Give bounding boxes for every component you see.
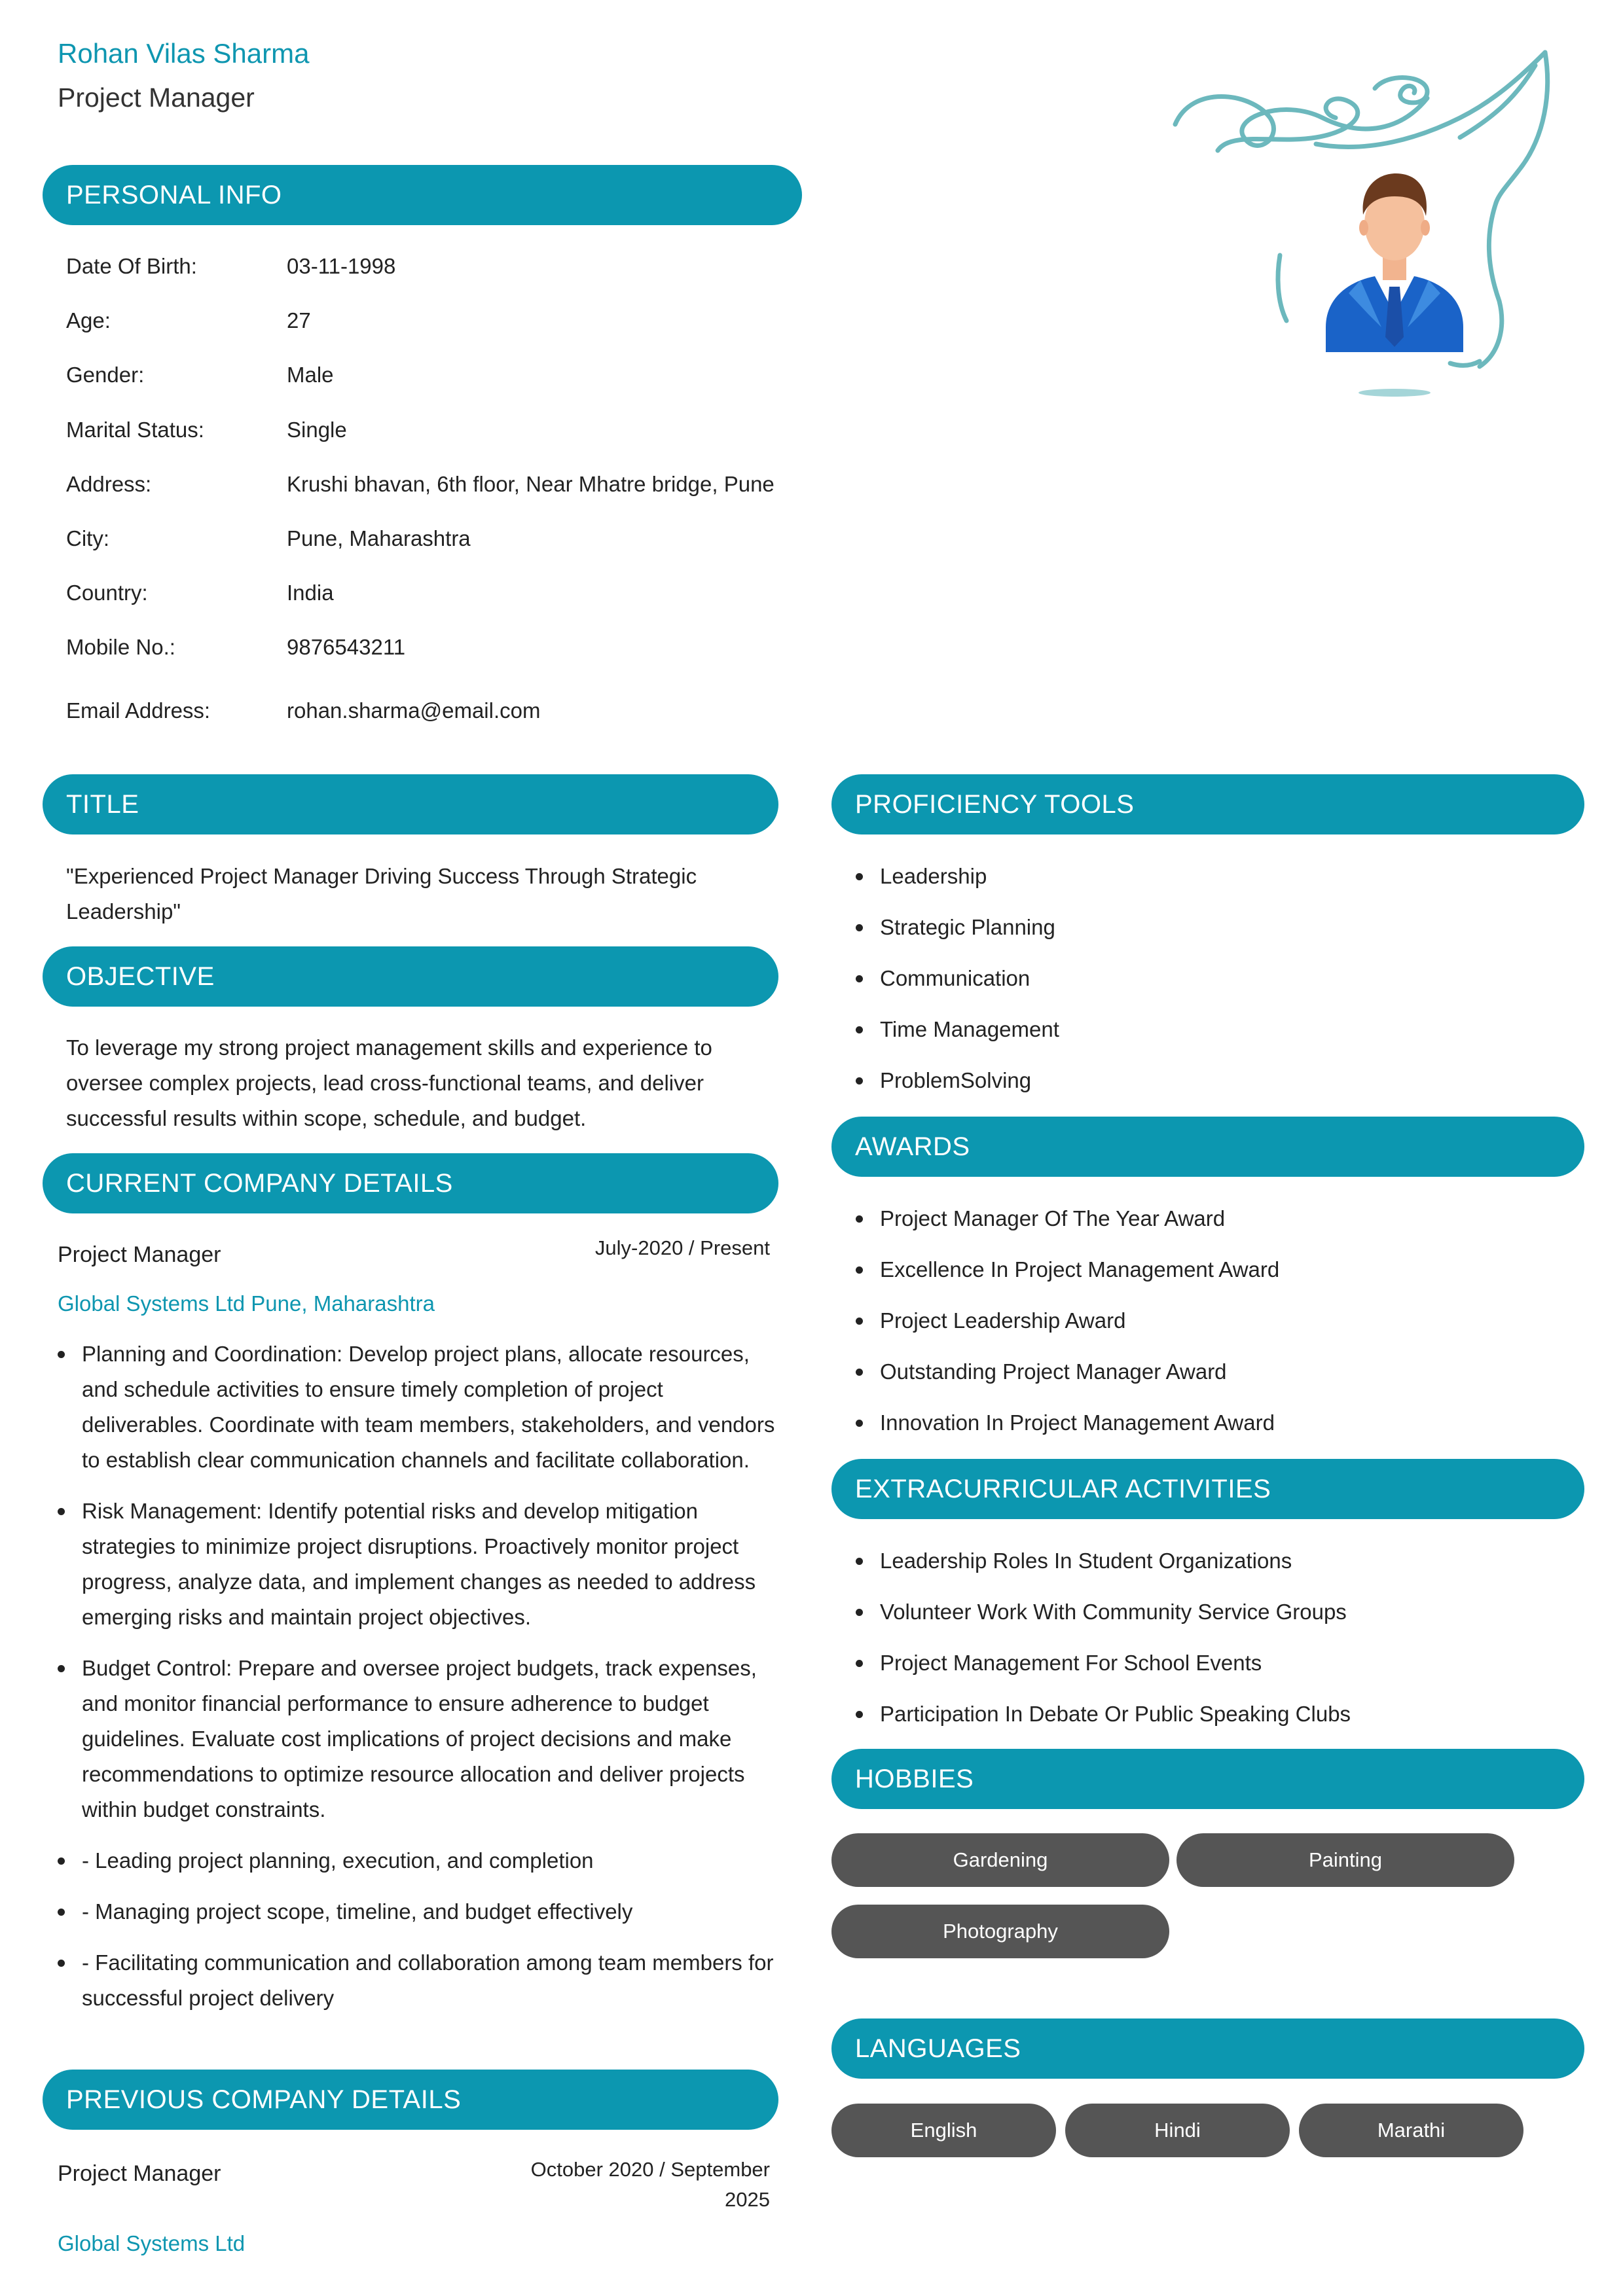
previous-job-dates: October 2020 / September 2025 — [530, 2158, 770, 2211]
list-item: Communication — [856, 961, 1576, 996]
list-item: ProblemSolving — [856, 1063, 1576, 1098]
awards-list — [856, 1201, 1576, 1456]
candidate-name: Rohan Vilas Sharma — [58, 38, 310, 69]
current-job-dates: July-2020 / Present — [594, 1236, 770, 1259]
list-item: Participation In Debate Or Public Speaking Clubs — [856, 1696, 1576, 1732]
info-label: Marital Status: — [66, 418, 204, 442]
list-item: Volunteer Work With Community Service Groups — [856, 1594, 1576, 1630]
profile-photo — [1152, 39, 1571, 406]
info-value: 9876543211 — [287, 635, 406, 659]
info-label: Date Of Birth: — [66, 254, 197, 278]
extracurricular-heading: EXTRACURRICULAR ACTIVITIES — [831, 1459, 1584, 1519]
language-pill: Marathi — [1299, 2104, 1523, 2157]
list-item: Project Management For School Events — [856, 1645, 1576, 1681]
info-label: Age: — [66, 308, 111, 332]
list-item: - Leading project planning, execution, and completion — [58, 1843, 784, 1878]
candidate-role: Project Manager — [58, 82, 255, 113]
personal-info-heading: PERSONAL INFO — [43, 165, 802, 225]
list-item: Budget Control: Prepare and oversee project budgets, track expenses, and monitor financial performance to ensure adherence to budget guidelines. Evaluate cost implications of project decisions and make recommendations to optimize resource allocation and deliver projects within budget constraints. — [58, 1651, 784, 1827]
info-value: 03-11-1998 — [287, 254, 396, 278]
list-item: Project Leadership Award — [856, 1303, 1576, 1338]
language-pill: Hindi — [1065, 2104, 1290, 2157]
list-item: - Managing project scope, timeline, and budget effectively — [58, 1894, 784, 1929]
list-item: Planning and Coordination: Develop project plans, allocate resources, and schedule activities to ensure timely completion of project deliverables. Coordinate with team members, stakeholders, and vendors to establish clear communication channels and facilitate collaboration. — [58, 1336, 784, 1478]
hobby-pill: Painting — [1176, 1833, 1514, 1887]
list-item: Risk Management: Identify potential risks and develop mitigation strategies to minimize project disruptions. Proactively monitor project progress, analyze data, and implement changes as needed to address emerging risks and maintain project objectives. — [58, 1494, 784, 1635]
proficiency-list — [856, 859, 1576, 1114]
list-item: Leadership Roles In Student Organizations — [856, 1543, 1576, 1579]
hobby-pill: Photography — [831, 1905, 1169, 1958]
info-value: Single — [287, 418, 347, 442]
hobby-pill: Gardening — [831, 1833, 1169, 1887]
previous-job-title: Project Manager — [58, 2161, 221, 2186]
awards-heading: AWARDS — [831, 1117, 1584, 1177]
current-company-heading: CURRENT COMPANY DETAILS — [43, 1153, 778, 1213]
list-item: Innovation In Project Management Award — [856, 1405, 1576, 1441]
proficiency-heading: PROFICIENCY TOOLS — [831, 774, 1584, 834]
list-item: Strategic Planning — [856, 910, 1576, 945]
current-company-name: Global Systems Ltd Pune, Maharashtra — [58, 1291, 435, 1316]
list-item: Leadership — [856, 859, 1576, 894]
info-value: Krushi bhavan, 6th floor, Near Mhatre bridge, Pune — [287, 472, 775, 496]
current-duties-list — [58, 1336, 784, 2032]
info-label: Address: — [66, 472, 152, 496]
current-job-title: Project Manager — [58, 1242, 221, 1267]
languages-heading: LANGUAGES — [831, 2018, 1584, 2079]
previous-company-heading: PREVIOUS COMPANY DETAILS — [43, 2070, 778, 2130]
info-label: Gender: — [66, 363, 145, 387]
list-item: - Facilitating communication and collaboration among team members for successful project delivery — [58, 1945, 784, 2016]
title-heading: TITLE — [43, 774, 778, 834]
avatar — [1326, 173, 1463, 352]
info-label: Mobile No.: — [66, 635, 175, 659]
info-label: Country: — [66, 581, 148, 605]
hobbies-heading: HOBBIES — [831, 1749, 1584, 1809]
title-text: "Experienced Project Manager Driving Success Through Strategic Leadership" — [66, 864, 697, 924]
info-value: India — [287, 581, 334, 605]
list-item: Outstanding Project Manager Award — [856, 1354, 1576, 1390]
info-value: 27 — [287, 308, 311, 332]
list-item: Project Manager Of The Year Award — [856, 1201, 1576, 1236]
info-value: Male — [287, 363, 334, 387]
info-label: City: — [66, 526, 109, 550]
objective-heading: OBJECTIVE — [43, 946, 778, 1007]
info-label: Email Address: — [66, 698, 211, 723]
list-item: Excellence In Project Management Award — [856, 1252, 1576, 1287]
language-pill: English — [831, 2104, 1056, 2157]
extracurricular-list — [856, 1543, 1576, 1748]
list-item: Time Management — [856, 1012, 1576, 1047]
objective-text: To leverage my strong project management skills and experience to oversee complex projects, lead cross-functional teams, and deliver successful results within scope, schedule, and budget. — [66, 1035, 712, 1130]
info-value: Pune, Maharashtra — [287, 526, 471, 550]
previous-company-name: Global Systems Ltd — [58, 2231, 246, 2255]
info-value: rohan.sharma@email.com — [287, 698, 541, 723]
